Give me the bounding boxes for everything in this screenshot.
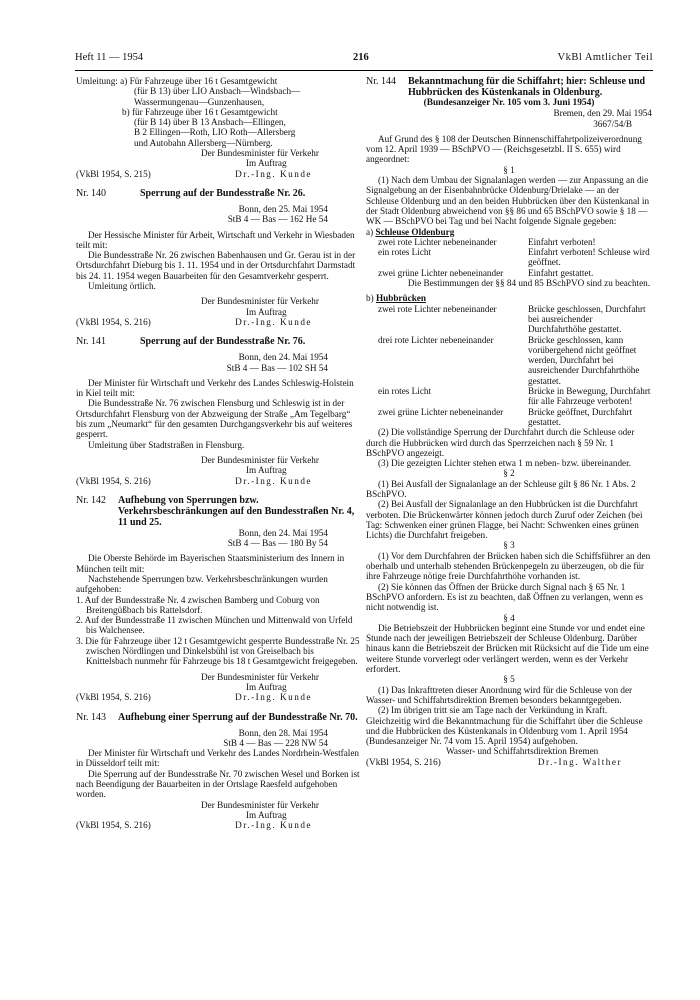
signal-meaning: Brücke geöffnet, Durchfahrt gestattet. (528, 406, 633, 427)
signature-auftrag: Im Auftrag (246, 809, 287, 820)
signal-row (366, 335, 652, 386)
subsection-label: a) (366, 226, 374, 237)
text-line: B 2 Ellingen—Roth, LIO Roth—Allersberg (134, 127, 296, 138)
right-column (366, 76, 652, 767)
issue-label: Heft 11 — 1954 (75, 52, 144, 63)
paragraph: (1) Vor dem Durchfahren der Brücken haben sich die Schiffsführer an den oberhalb und unterhalb stehenden Brückenpegeln zu überzeugen, ob die für ihre Fahrzeuge nötige freie Durchfahrthöhe vorhanden ist. (366, 550, 651, 582)
signal-meaning: Brücke geschlossen, Durchfahrt bei ausreichender Durchfahrthöhe gestattet. (528, 303, 646, 335)
signature-block (76, 296, 362, 327)
list-item: 1. Auf der Bundesstraße Nr. 4 zwischen Bamberg und Coburg von Breitengüßbach bis Rattelsdorf. (76, 594, 320, 615)
notice-title: Sperrung auf der Bundesstraße Nr. 76. (140, 336, 306, 348)
signal-row (366, 304, 652, 335)
notice-date: Bonn, den 25. Mai 1954 (238, 203, 328, 214)
paragraph: (3) Die gezeigten Lichter stehen etwa 1 m neben- bzw. übereinander. (378, 458, 631, 469)
umleitung-a-cont (76, 86, 362, 107)
text-line: (für B 13) über LIO Ansbach—Windsbach— (134, 86, 301, 97)
text-line: und Autobahn Allersberg—Nürnberg. (134, 137, 273, 148)
signal-meaning: Einfahrt gestattet. (528, 267, 594, 278)
notice-141-heading (76, 336, 362, 347)
notice-source: (Bundesanzeiger Nr. 105 vom 3. Juni 1954) (423, 98, 595, 108)
paragraph: (1) Das Inkrafttreten dieser Anordnung wird für die Schleuse von der Wasser- und Schiffahrtsdirektion Bremen besonders bekanntgegeben. (366, 684, 633, 705)
umleitung-b (76, 107, 362, 148)
paragraph: Umleitung über Stadtstraßen in Flensburg. (88, 439, 245, 450)
notice-title: Aufhebung einer Sperrung auf der Bundesstraße Nr. 70. (118, 711, 358, 723)
text-line: (für B 14) über B 13 Ansbach—Ellingen, (134, 117, 286, 128)
notice-title: Sperrung auf der Bundesstraße Nr. 26. (140, 187, 306, 199)
paragraph: (1) Bei Ausfall der Signalanlage an der Schleuse gilt § 86 Nr. 1 Abs. 2 BSchPVO. (366, 478, 636, 499)
notice-143-heading (76, 712, 362, 723)
signal-meaning: Einfahrt verboten! (528, 236, 596, 247)
signature-auftrag: Im Auftrag (246, 306, 287, 317)
section-heading: § 3 (503, 540, 515, 551)
signature-title: Der Bundesminister für Verkehr (201, 148, 319, 159)
section-heading: § 4 (503, 612, 515, 623)
notice-date: Bremen, den 29. Mai 1954 (553, 108, 652, 119)
umleitung-intro: Umleitung: a) Für Fahrzeuge über 16 t Gesamtgewicht (76, 76, 278, 86)
paragraph: (2) Bei Ausfall der Signalanlage an den Hubbrücken ist die Durchfahrt verboten. Die Brückenwärter können jedoch durch Zuruf oder Zeichen (bei Tag: Schwenken einer grünen Flagge, bei Nacht: Schwenken eines grünen Lichts) die Durchfahrt freigeben. (366, 499, 643, 541)
paragraph: (2) Sie können das Öffnen der Brücke durch Signal nach § 65 Nr. 1 BSchPVO anfordern. Es ist zu beachten, daß Öffnen zu verlangen, wenn es nicht notwendig ist. (366, 581, 643, 613)
paragraph: Umleitung örtlich. (88, 281, 156, 292)
text-line: b) für Fahrzeuge über 16 t Gesamtgewicht (122, 106, 278, 117)
paragraph: Die Bundesstraße Nr. 76 zwischen Flensburg und Schleswig ist in der Ortsdurchfahrt Flensburg von der Abzweigung der Straße „Am Tegelbarg“ bis zum „Neumarkt“ für den gesamten Durchgangsverkehr bis auf weiteres gesperrt. (76, 398, 353, 440)
notice-date: Bonn, den 24. Mai 1954 (238, 527, 328, 538)
notice-number: Nr. 141 (76, 336, 106, 348)
paragraph: Nachstehende Sperrungen bzw. Verkehrsbeschränkungen wurden aufgehoben: (76, 573, 328, 595)
paragraph: Die Oberste Behörde im Bayerischen Staatsministerium des Innern in München teilt mit: (76, 553, 345, 574)
subsection-a (366, 227, 652, 237)
signature-name: Dr.-Ing. Kunde (235, 692, 312, 703)
signal-lights: zwei grüne Lichter nebeneinander (378, 406, 504, 417)
paragraph: (2) Im übrigen tritt sie am Tage nach der Verkündung in Kraft. Gleichzeitig wird die Bekanntmachung für die Schiffahrt über die Schleuse und die Hubbrücken des Küstenkanals in Oldenburg vom 1. April 1954 (Bundesanzeiger Nr. 74 vom 15. April 1954) aufgehoben. (366, 705, 643, 747)
paragraph: Die Bundesstraße Nr. 26 zwischen Babenhausen und Gr. Gerau ist in der Ortsdurchfahrt Dieburg bis 1. 11. 1954 und in der Ortsdurchfahrt Darmstadt bis 24. 11. 1954 wegen Bauarbeiten für den Gesamtverkehr gesperrt. (76, 250, 356, 281)
signal-row (366, 268, 652, 278)
paragraph: (2) Die vollständige Sperrung der Durchfahrt durch die Schleuse oder durch die Hubbrücken wird durch das Sperrzeichen nach § 59 Nr. 1 BSchPVO angezeigt. (366, 427, 635, 458)
section-heading: § 5 (503, 674, 515, 685)
notice-ref: StB 4 — Bas — 180 By 54 (227, 538, 328, 549)
notice-ref: StB 4 — Bas — 162 He 54 (227, 214, 328, 225)
subsection-label: b) (366, 293, 374, 304)
signature-block (76, 800, 362, 831)
paragraph: Die Betriebszeit der Hubbrücken beginnt eine Stunde vor und endet eine Stunde nach der jeweiligen Betriebszeit der Schleuse Oldenburg. Darüber hinaus kann die Betriebszeit der Brücken mit Rücksicht auf die Tide um eine weitere Stunde vorverlegt oder verlängert werden, wenn es der Verkehr erfordert. (366, 622, 649, 675)
header-rule (75, 70, 653, 71)
signature-name: Dr.-Ing. Kunde (235, 820, 312, 831)
list-item: 2. Auf der Bundesstraße 11 zwischen München und Mittenwald von Urfeld bis Walchensee. (76, 615, 353, 636)
notice-number: Nr. 140 (76, 187, 106, 199)
paragraph: Der Minister für Wirtschaft und Verkehr des Landes Nordrhein-Westfalen in Düsseldorf teilt mit: (76, 748, 360, 769)
paragraph: Der Hessische Minister für Arbeit, Wirtschaft und Verkehr in Wiesbaden teilt mit: (76, 229, 355, 250)
signature-name: Dr.-Ing. Kunde (235, 168, 312, 179)
signal-meaning: Brücke geschlossen, kann vorübergehend nicht geöffnet werden, Durchfahrt bei ausreichender Durchfahrthöhe gestattet. (528, 334, 640, 386)
signal-lights: ein rotes Licht (378, 247, 432, 258)
signature-title: Wasser- und Schiffahrtsdirektion Bremen (446, 746, 599, 757)
notice-ref: StB 4 — Bas — 102 SH 54 (226, 362, 328, 373)
signal-table-a (366, 237, 652, 278)
signature-title: Der Bundesminister für Verkehr (201, 671, 319, 682)
subsection-b (366, 293, 652, 303)
signature-name: Dr.-Ing. Kunde (235, 316, 312, 327)
list-item: 3. Die für Fahrzeuge über 12 t Gesamtgewicht gesperrte Bundesstraße Nr. 25 zwischen Nördlingen und Dinkelsbühl ist von Greiselbach bis Knittelsbach nunmehr für Fahrzeuge bis 18 t Gesamtgewicht freigegeben. (76, 635, 360, 667)
left-column (76, 76, 362, 831)
signature-block (366, 746, 652, 767)
notice-date: Bonn, den 28. Mai 1954 (238, 727, 328, 738)
section-heading: § 2 (503, 468, 515, 479)
notice-title: Aufhebung von Sperrungen bzw. Verkehrsbeschränkungen auf den Bundesstraßen Nr. 4, 11 und 25. (118, 494, 355, 528)
signal-table-b (366, 304, 652, 428)
notice-number: Nr. 144 (366, 76, 396, 87)
signal-lights: zwei rote Lichter nebeneinander (378, 303, 497, 314)
signal-row (366, 237, 652, 247)
page-header (75, 52, 653, 68)
notice-number: Nr. 142 (76, 494, 106, 506)
signal-meaning: Brücke in Bewegung, Durchfahrt für alle Fahrzeuge verboten! (528, 386, 651, 407)
notice-title: Bekanntmachung für die Schiffahrt; hier: Schleuse und Hubbrücken des Küstenkanals in Oldenburg. (408, 76, 646, 98)
signal-row (366, 247, 652, 268)
signature-name: Dr.-Ing. Walther (537, 756, 622, 767)
signature-block (76, 672, 362, 703)
vkbl-ref: (VkBl 1954, S. 215) (76, 168, 151, 179)
signature-title: Der Bundesminister für Verkehr (201, 454, 319, 465)
vkbl-ref: (VkBl 1954, S. 216) (76, 475, 151, 486)
paragraph: Die Bestimmungen der §§ 84 und 85 BSchPVO sind zu beachten. (407, 278, 651, 289)
signal-row (366, 386, 652, 407)
signal-lights: ein rotes Licht (378, 386, 432, 397)
signature-title: Der Bundesminister für Verkehr (201, 296, 319, 307)
signature-auftrag: Im Auftrag (246, 681, 287, 692)
text-line: Wassermungenau—Gunzenhausen, (134, 96, 265, 107)
section-heading: § 1 (503, 164, 515, 175)
section-label: VkBl Amtlicher Teil (557, 52, 653, 63)
signature-block (76, 455, 362, 486)
notice-ref: 3667/54/B (593, 118, 632, 129)
notice-144-heading (366, 76, 652, 98)
signal-lights: drei rote Lichter nebeneinander (378, 334, 494, 345)
signature-block (76, 148, 362, 179)
paragraph: Auf Grund des § 108 der Deutschen Binnenschiffahrtpolizeiverordnung vom 12. April 1939 — BSchPVO — (Reichsgesetzbl. II S. 655) wird angeordnet: (366, 133, 642, 165)
signal-lights: zwei rote Lichter nebeneinander (378, 236, 497, 247)
subsection-title: Schleuse Oldenburg (375, 226, 455, 237)
notice-ref: StB 4 — Bas — 228 NW 54 (223, 737, 328, 748)
subsection-title: Hubbrücken (375, 293, 426, 304)
paragraph: Die Sperrung auf der Bundesstraße Nr. 70 zwischen Wesel und Borken ist nach Beendigung der Bauarbeiten in der Ortslage Raesfeld aufgehoben worden. (76, 768, 360, 800)
signature-title: Der Bundesminister für Verkehr (201, 799, 319, 810)
paragraph: (1) Nach dem Umbau der Signalanlagen werden — zur Anpassung an die Signalgebung an der Eisenbahnbrücke Oldenburg/Drielake — an der Schleuse Oldenburg und an den beiden Hubbrücken über den Küstenkanal in der Stadt Oldenburg abweichend von §§ 86 und 65 BSchPVO sowie § 18 — WK — BSchPVO bei Tag und bei Nacht folgende Signale gegeben: (366, 175, 650, 227)
signature-name: Dr.-Ing. Kunde (235, 475, 312, 486)
vkbl-ref: (VkBl 1954, S. 216) (76, 820, 151, 831)
notice-142-heading (76, 495, 362, 528)
paragraph: Der Minister für Wirtschaft und Verkehr des Landes Schleswig-Holstein in Kiel teilt mit: (76, 377, 354, 399)
notice-number: Nr. 143 (76, 711, 106, 723)
signal-lights: zwei grüne Lichter nebeneinander (378, 267, 504, 278)
vkbl-ref: (VkBl 1954, S. 216) (76, 692, 151, 703)
page-number: 216 (353, 52, 369, 63)
signature-auftrag: Im Auftrag (246, 158, 287, 169)
signature-auftrag: Im Auftrag (246, 465, 287, 476)
signal-row (366, 407, 652, 428)
vkbl-ref: (VkBl 1954, S. 216) (366, 756, 441, 767)
vkbl-ref: (VkBl 1954, S. 216) (76, 316, 151, 327)
notice-140-heading (76, 188, 362, 199)
notice-date: Bonn, den 24. Mai 1954 (238, 352, 328, 363)
signal-meaning: Einfahrt verboten! Schleuse wird geöffnet. (528, 247, 650, 268)
